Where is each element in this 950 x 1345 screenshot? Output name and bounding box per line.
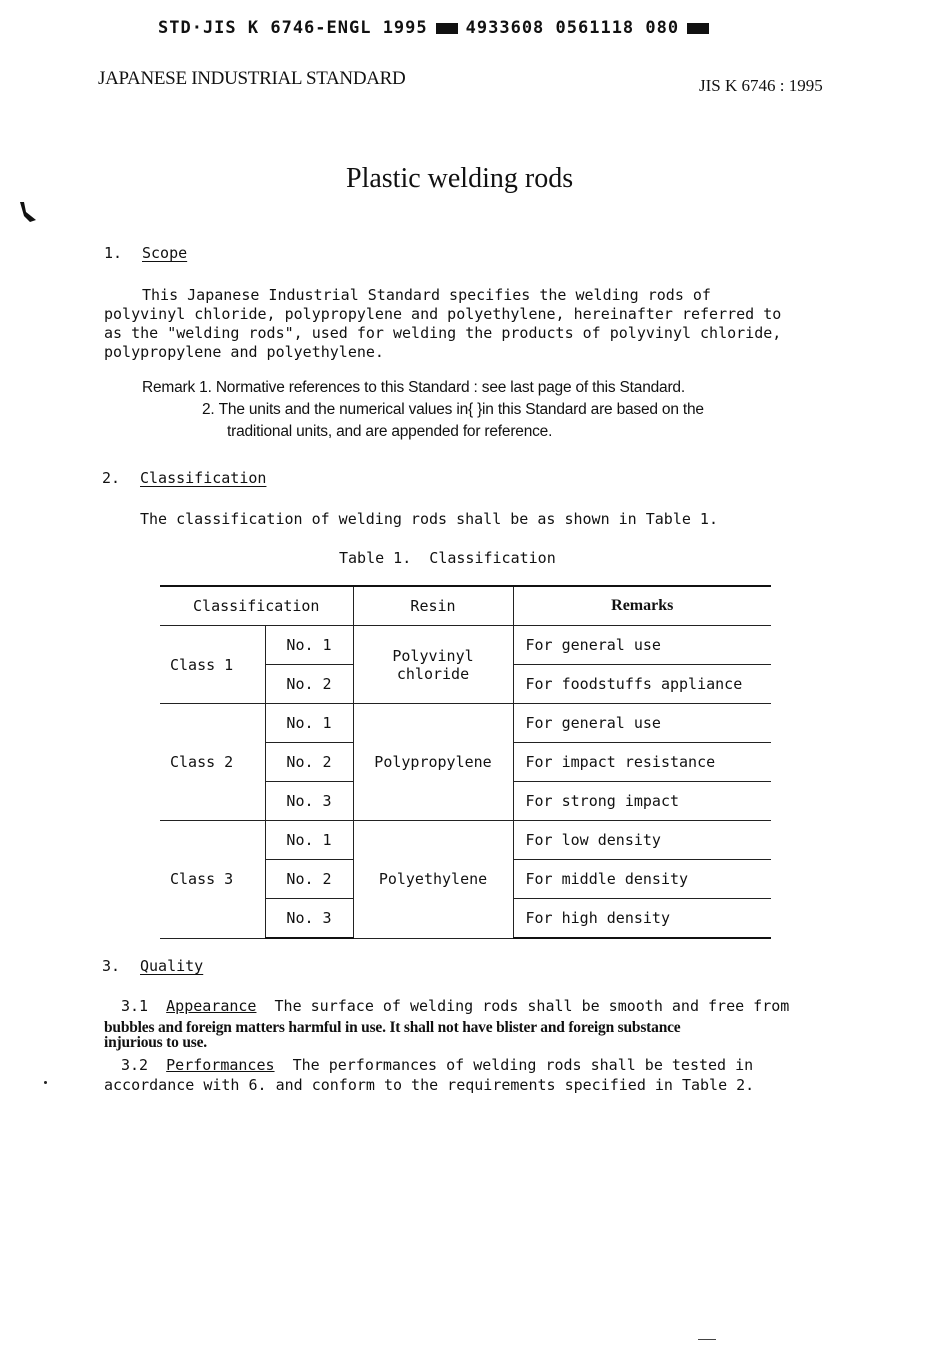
table-caption: Table 1. Classification xyxy=(339,549,556,567)
remark-cell: For strong impact xyxy=(513,782,771,821)
classification-text: The classification of welding rods shall be as shown in Table 1. xyxy=(140,510,718,528)
remark-cell: For foodstuffs appliance xyxy=(513,665,771,704)
table-row xyxy=(160,626,771,665)
table-row xyxy=(160,821,771,860)
table-row xyxy=(160,704,771,743)
no-cell: No. 3 xyxy=(265,782,353,821)
column-header: Resin xyxy=(353,586,513,626)
document-code-line xyxy=(158,18,717,38)
resin-cell: Polyvinyl chloride xyxy=(353,626,513,704)
scope-line-4: polypropylene and polyethylene. xyxy=(104,343,384,361)
column-header: Classification xyxy=(160,586,353,626)
standard-number: JIS K 6746 : 1995 xyxy=(699,76,823,95)
no-cell: No. 1 xyxy=(265,626,353,665)
document-code-left: STD·JIS K 6746-ENGL 1995 xyxy=(158,18,428,38)
redaction-block-icon xyxy=(687,23,709,34)
remark-1: Remark 1. Normative references to this Standard : see last page of this Standard. xyxy=(142,379,685,396)
appearance-line-1: 3.1 Appearance The surface of welding rods shall be smooth and free from xyxy=(121,997,790,1015)
page-title: Plastic welding rods xyxy=(346,163,574,194)
no-cell: No. 1 xyxy=(265,704,353,743)
remark-cell: For general use xyxy=(513,704,771,743)
remark-cell: For low density xyxy=(513,821,771,860)
appearance-line-3: injurious to use. xyxy=(104,1034,207,1051)
scope-line-3: as the "welding rods", used for welding the products of polyvinyl chloride, xyxy=(104,324,782,342)
class-cell: Class 2 xyxy=(160,704,265,821)
table-header-row xyxy=(160,586,771,626)
scan-speck xyxy=(698,1339,716,1340)
performances-line-1: 3.2 Performances The performances of welding rods shall be tested in xyxy=(121,1056,754,1074)
column-header: Remarks xyxy=(513,586,771,626)
classification-number: 2. xyxy=(102,469,121,487)
scope-heading: Scope xyxy=(142,244,188,262)
class-cell: Class 3 xyxy=(160,821,265,939)
remark-cell: For general use xyxy=(513,626,771,665)
scan-speck xyxy=(44,1081,47,1084)
remark-2-line-1: 2. The units and the numerical values in{ }in this Standard are based on the xyxy=(202,401,704,418)
scope-number: 1. xyxy=(104,244,123,262)
remark-cell: For impact resistance xyxy=(513,743,771,782)
resin-cell: Polyethylene xyxy=(353,821,513,939)
scope-line-2: polyvinyl chloride, polypropylene and polyethylene, hereinafter referred to xyxy=(104,305,782,323)
appearance-line-2: bubbles and foreign matters harmful in use. It shall not have blister and foreign substance xyxy=(104,1019,681,1036)
quality-heading: Quality xyxy=(140,957,204,975)
remark-cell: For middle density xyxy=(513,860,771,899)
quality-number: 3. xyxy=(102,957,121,975)
scan-arrow-icon xyxy=(18,200,40,226)
no-cell: No. 3 xyxy=(265,899,353,939)
no-cell: No. 2 xyxy=(265,743,353,782)
remark-cell: For high density xyxy=(513,899,771,939)
no-cell: No. 1 xyxy=(265,821,353,860)
scope-line-1: This Japanese Industrial Standard specifies the welding rods of xyxy=(142,286,711,304)
classification-table xyxy=(160,585,771,939)
no-cell: No. 2 xyxy=(265,665,353,704)
no-cell: No. 2 xyxy=(265,860,353,899)
resin-cell: Polypropylene xyxy=(353,704,513,821)
standard-label: JAPANESE INDUSTRIAL STANDARD xyxy=(98,68,406,89)
performances-line-2: accordance with 6. and conform to the requirements specified in Table 2. xyxy=(104,1076,755,1094)
class-cell: Class 1 xyxy=(160,626,265,704)
document-code-right: 4933608 0561118 080 xyxy=(465,18,680,38)
redaction-block-icon xyxy=(436,23,458,34)
remark-2-line-2: traditional units, and are appended for reference. xyxy=(227,423,553,440)
classification-heading: Classification xyxy=(140,469,267,487)
